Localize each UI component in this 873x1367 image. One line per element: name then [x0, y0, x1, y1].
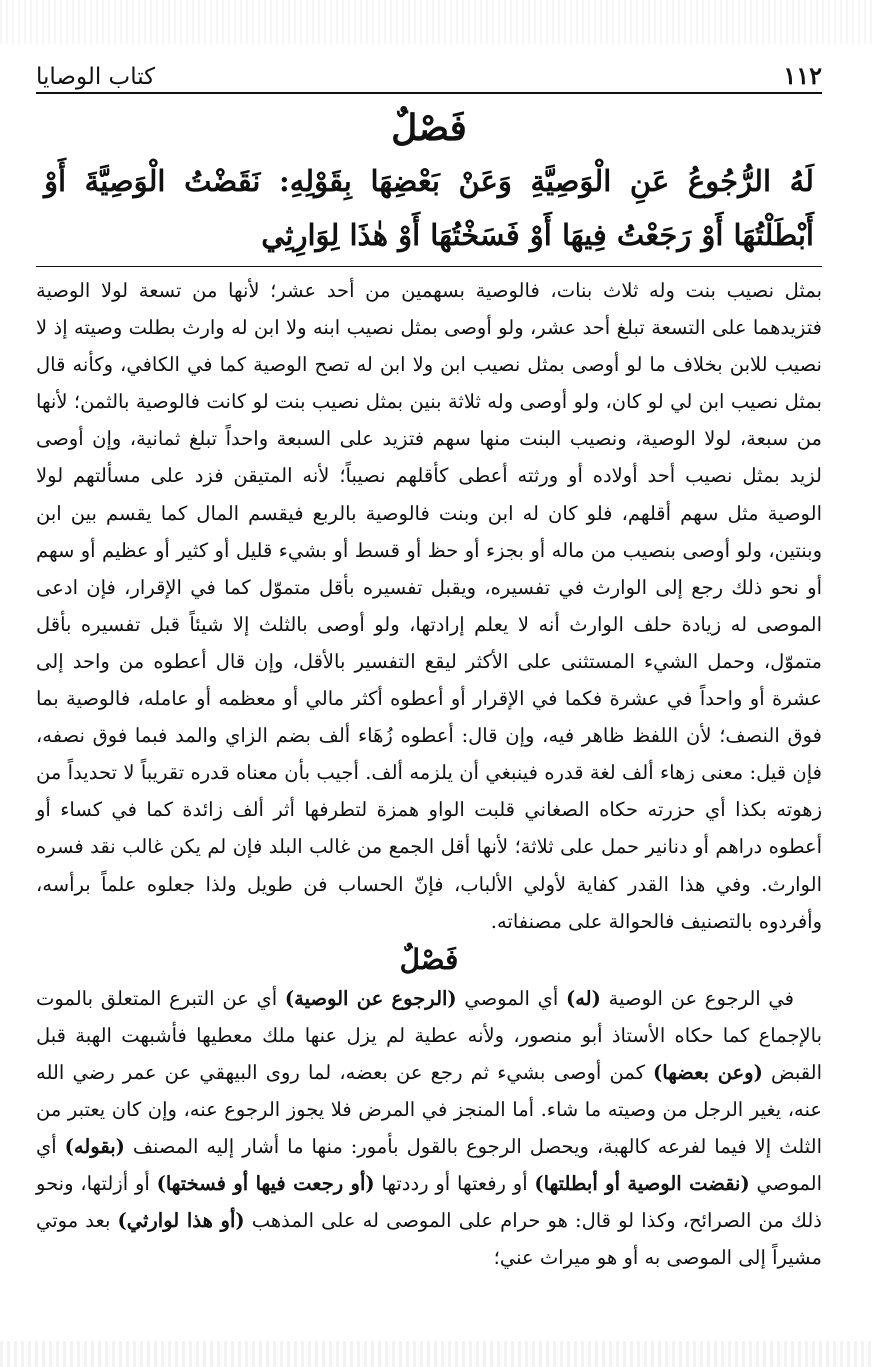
matn-section-heading: فَصْلٌ	[391, 107, 467, 149]
matn-quote: (أو رجعت فيها أو فسختها)	[156, 1172, 375, 1196]
page-header	[36, 54, 822, 90]
matn-section	[36, 102, 822, 262]
header-rule	[36, 92, 822, 94]
commentary-body	[36, 272, 822, 1276]
commentary-text: أي عن التبرع المتعلق بالموت بالإجماع كما حكاه الأستاذ أبو منصور، ولأنه عطية لم يزل عنها ملك معطيها فأشبهت الهبة قبل القبض	[36, 986, 822, 1084]
commentary-text: أو رفعتها أو رددتها	[374, 1172, 535, 1196]
matn-quote: (بقوله)	[64, 1135, 125, 1159]
matn-quote: (نقضت الوصية أو أبطلتها)	[534, 1172, 750, 1196]
commentary-section-heading: فَصْلٌ	[399, 942, 459, 976]
commentary-text: أي الموصي	[456, 986, 566, 1010]
commentary-paragraph-2	[36, 980, 822, 1277]
matn-quote: (أو هذا لوارثي)	[117, 1209, 245, 1233]
matn-quote: (الرجوع عن الوصية)	[284, 986, 457, 1010]
commentary-paragraph-1: بمثل نصيب بنت وله ثلاث بنات، فالوصية بسهمين من أحد عشر؛ لأنها من تسعة لولا الوصية فتزيدهما على التسعة تبلغ أحد عشر، ولو أوصى بمثل نصيب ابنه ولا ابن له وارث بطلت وصيته إذ لا نصيب للابن بخلاف ما لو أوصى بمثل نصيب ابن ولا ابن له تصح الوصية كما في الكافي، وكأنه قال بمثل نصيب ابن لي لو كان، ولو أوصى وله ثلاثة بنين بمثل نصيب بنت لو كانت فالوصية بالثمن؛ لأنها من سبعة، لولا الوصية، ونصيب البنت منها سهم فتزيد على السبعة واحداً تبلغ ثمانية، وإن أوصى لزيد بمثل نصيب أحد أولاده أو ورثته أعطى كأقلهم نصيباً؛ لأنه المتيقن فزد على مسألتهم لولا الوصية مثل سهم أقلهم، فلو كان له ابن وبنت فالوصية بالربع فيقسم المال كما يقسم بين ابن وبنتين، ولو أوصى بنصيب من ماله أو بجزء أو حظ أو قسط أو بشيء قليل أو كثير أو عظيم أو سهم أو نحو ذلك رجع إلى الوارث في تفسيره، ويقبل تفسيره بأقل متموّل كما في الإقرار، فإن ادعى الموصى له زيادة حلف الوارث أنه لا يعلم إرادتها، ولو أوصى بالثلث إلا شيئاً قبل تفسيره بأقل متموّل، وحمل الشيء المستثنى على الأكثر ليقع التفسير بالأقل، وإن قال أعطوه من واحد إلى عشرة أو واحداً في عشرة فكما في الإقرار أو أعطوه أكثر مالي أو معظمه أو عامله، فالوصية بما فوق النصف؛ لأن اللفظ ظاهر فيه، وإن قال: أعطوه زُهَاء ألف بضم الزاي والمد فبما فوق نصفه، فإن قيل: معنى زهاء ألف لغة قدره فينبغي أن يلزمه ألف. أجيب بأن معناه قدره تقريباً لا تحديداً من زهوته بكذا أي حزرته حكاه الصغاني قلبت الواو همزة لتطرفها أثر ألف زائدة كما في كساء أو أعطوه دراهم أو دنانير حمل على ثلاثة؛ لأنها أقل الجمع من غالب البلد فإن لم يكن غالب نقد فسره الوارث. وفي هذا القدر كفاية لأولي الألباب، فإنّ الحساب فن طويل ولذا جعلوه علماً برأسه، وأفردوه بالتصنيف فالحوالة على مصنفاته.	[36, 279, 822, 933]
matn-quote: (وعن بعضها)	[653, 1060, 763, 1084]
commentary-text: بعد موتي مشيراً إلى الموصى به أو هو ميراث عني؛	[36, 1209, 822, 1270]
commentary-text: أو أزلتها، ونحو ذلك من الصرائح، وكذا لو قال: هو حرام على الموصى له على المذهب	[36, 1172, 822, 1233]
commentary-text: أي الموصي	[36, 1135, 823, 1196]
running-title: كتاب الوصايا	[36, 64, 156, 90]
commentary-text: في الرجوع عن الوصية	[600, 986, 794, 1010]
page-number: ١١٢	[783, 61, 822, 90]
matn-quote: (له)	[566, 986, 601, 1010]
scan-noise-top	[0, 0, 873, 44]
commentary-text: كمن أوصى بشيء ثم رجع عن بعضه، لما روى البيهقي عن عمر رضي الله عنه، يغير الرجل من وصيته ما شاء. أما المنجز في المرض فلا يجوز الرجوع عنه، وإن كان يعتبر من الثلث إلا فيما لفرعه كالهبة، ويحصل الرجوع بالقول بأمور: منها ما أشار إليه المصنف	[36, 1060, 822, 1159]
matn-divider	[36, 266, 822, 267]
scan-noise-bottom	[0, 1341, 873, 1367]
matn-text: لَهُ الرُّجُوعُ عَنِ الْوَصِيَّةِ وَعَنْ بَعْضِهَا بِقَوْلِهِ: نَقَضْتُ الْوَصِيَّةَ أَوْ أَبْطَلْتُهَا أَوْ رَجَعْتُ فِيهَا أَوْ فَسَخْتُهَا أَوْ هٰذَا لِوَارِثِي	[44, 164, 814, 252]
